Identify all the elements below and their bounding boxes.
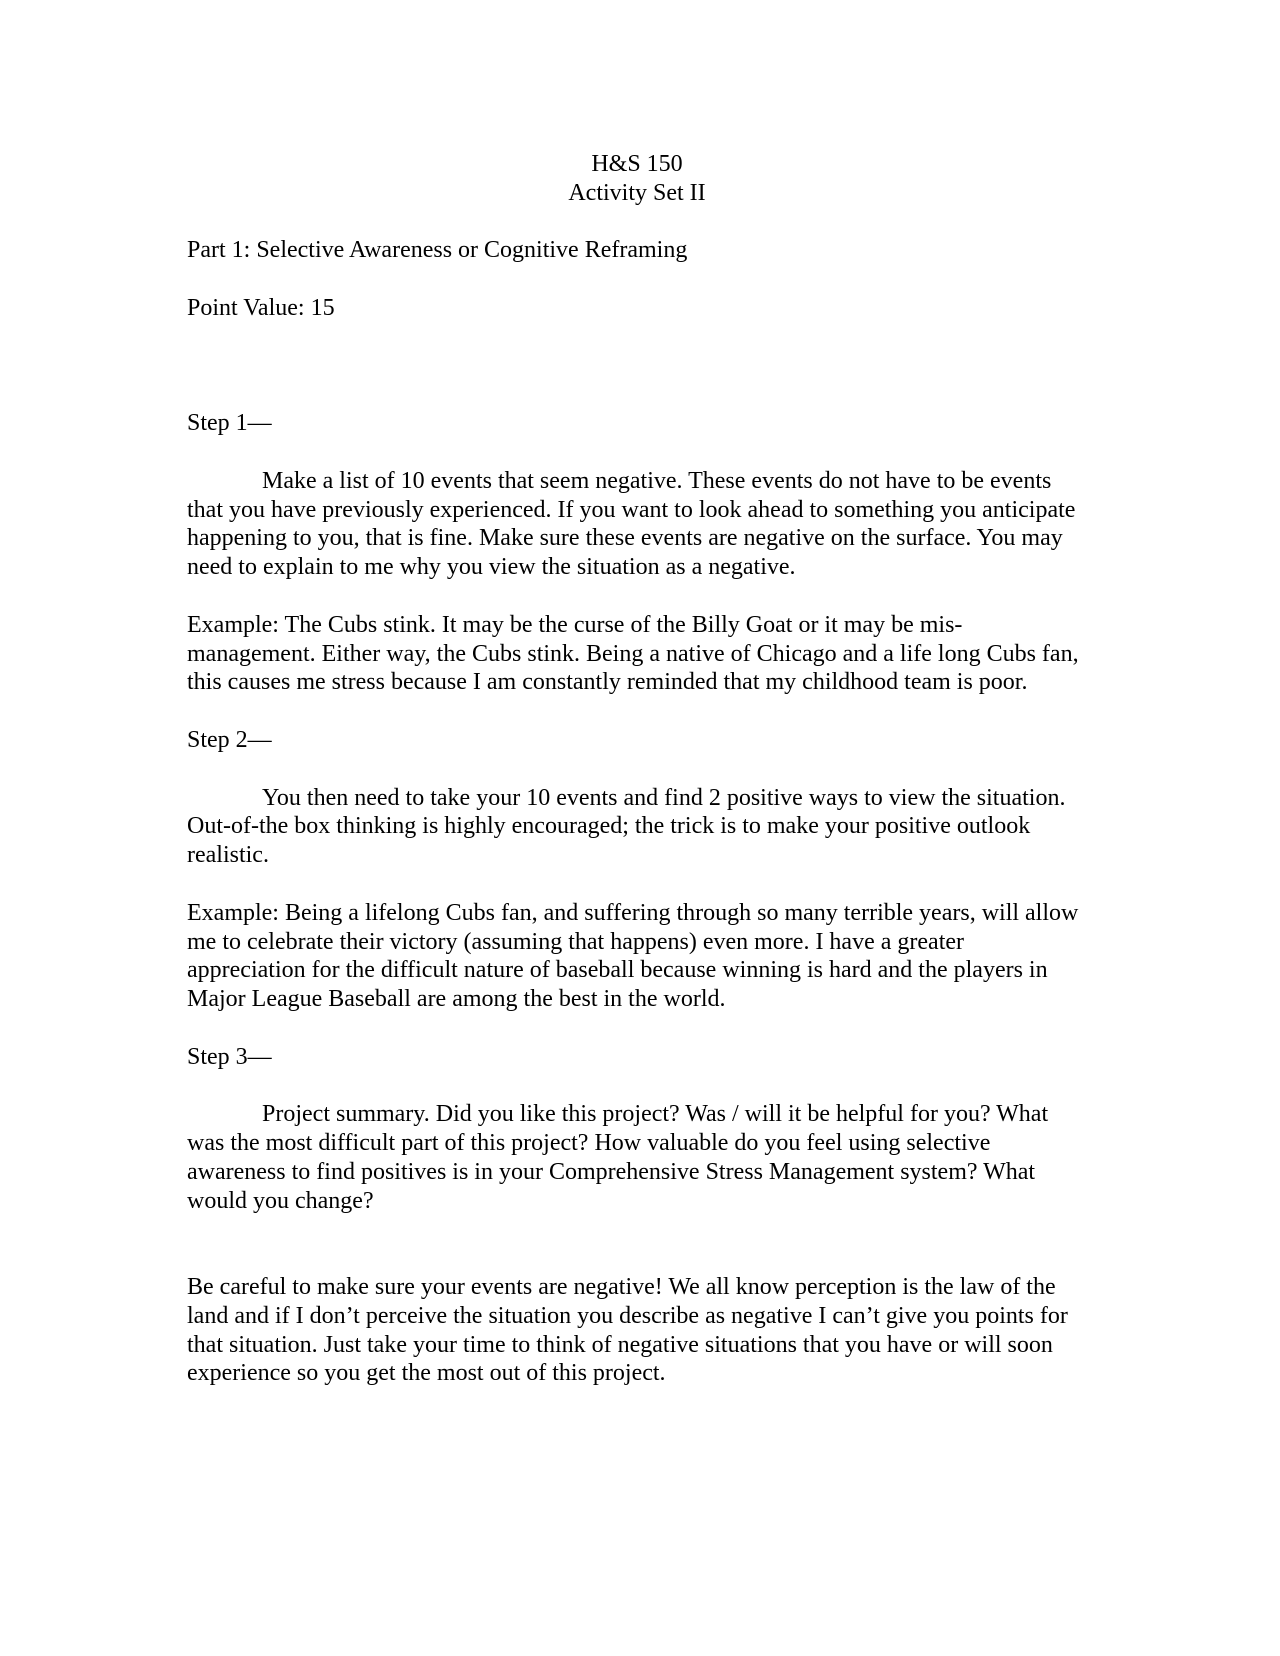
point-value: Point Value: 15	[187, 294, 335, 321]
spacer	[187, 1014, 1087, 1043]
step1-example: Example: The Cubs stink. It may be the curse of the Billy Goat or it may be mis-management. Either way, the Cubs stink. Being a native of Chicago and a life long Cubs fan, this causes me stress because I am constantly reminded that my childhood team is poor.	[187, 611, 1079, 696]
spacer	[187, 438, 1087, 467]
spacer	[187, 755, 1087, 784]
spacer	[187, 1215, 1087, 1273]
spacer	[187, 870, 1087, 899]
document-body	[187, 150, 1087, 1388]
spacer	[187, 697, 1087, 726]
spacer	[187, 323, 1087, 409]
step2-instructions: You then need to take your 10 events and find 2 positive ways to view the situation. Out-of-the box thinking is highly encouraged; the trick is to make your positive outlook realistic.	[187, 784, 1066, 869]
spacer	[187, 265, 1087, 294]
step1-heading: Step 1—	[187, 410, 272, 437]
step2-example: Example: Being a lifelong Cubs fan, and suffering through so many terrible years, will allow me to celebrate their victory (assuming that happens) even more. I have a greater appreciation for the difficult nature of baseball because winning is hard and the players in Major League Baseball are among the best in the world.	[187, 899, 1079, 1013]
spacer	[187, 1072, 1087, 1101]
spacer	[187, 582, 1087, 611]
closing-note: Be careful to make sure your events are negative! We all know perception is the law of the land and if I don’t perceive the situation you describe as negative I can’t give you points for that situation. Just take your time to think of negative situations that you have or will soon experience so you get the most out of this project.	[187, 1274, 1068, 1387]
activity-set-title: Activity Set II	[568, 179, 706, 206]
step2-heading: Step 2—	[187, 726, 272, 753]
step3-heading: Step 3—	[187, 1043, 272, 1070]
step3-instructions: Project summary. Did you like this project? Was / will it be helpful for you? What was the most difficult part of this project? How valuable do you feel using selective awareness to find positives is in your Comprehensive Stress Management system? What would you change?	[187, 1101, 1049, 1214]
course-title: H&S 150	[591, 151, 683, 177]
step1-instructions: Make a list of 10 events that seem negative. These events do not have to be events that you have previously experienced. If you want to look ahead to something you anticipate happening to you, that is fine. Make sure these events are negative on the surface. You may need to explain to me why you view the situation as a negative.	[187, 467, 1076, 581]
part-title: Part 1: Selective Awareness or Cognitive Reframing	[187, 237, 688, 264]
spacer	[187, 208, 1087, 237]
